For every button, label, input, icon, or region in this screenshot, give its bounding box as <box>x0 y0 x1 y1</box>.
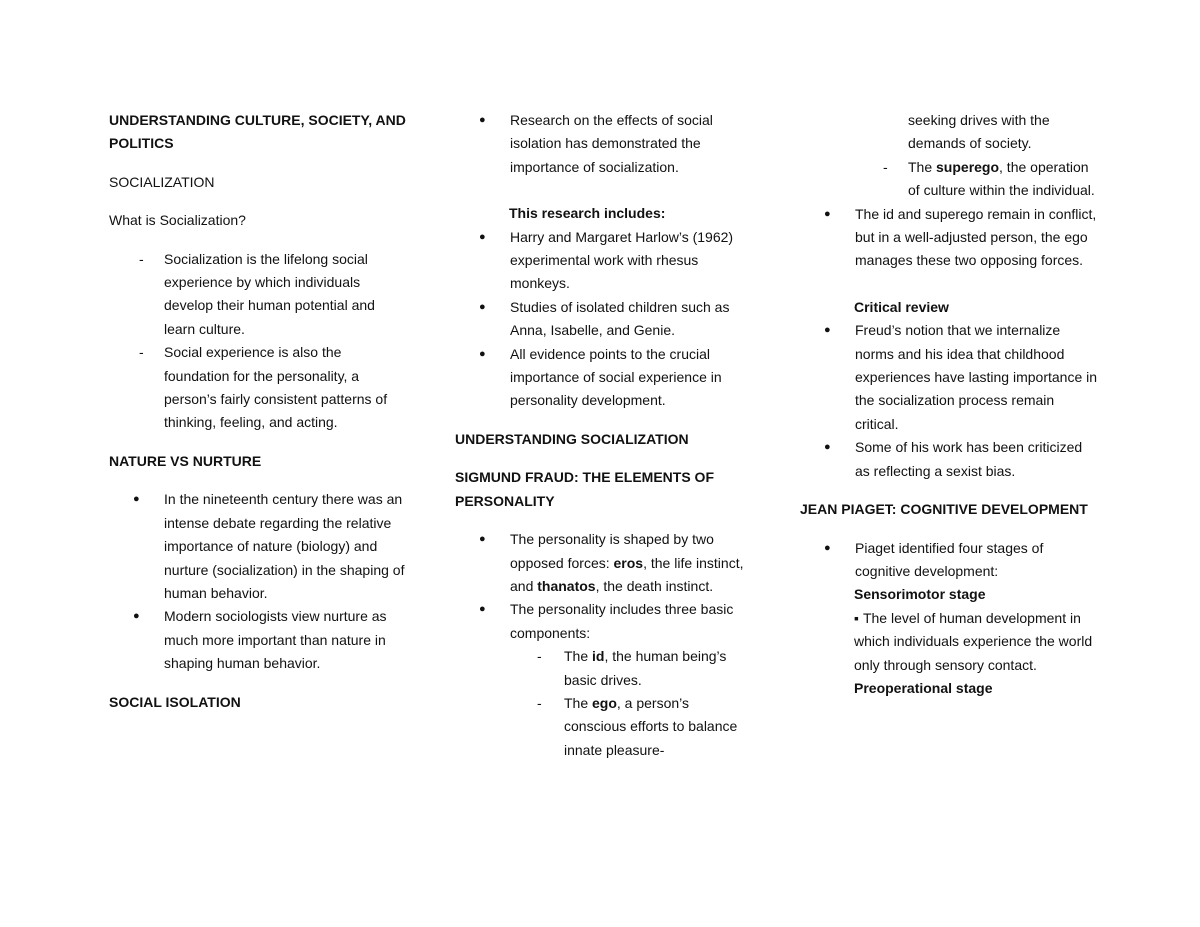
list-item: ● In the nineteenth century there was an intense debate regarding the relative importance of nature (biology) and nurture (socialization) in the shaping of human behavior. <box>109 488 409 605</box>
piaget-list <box>800 537 1100 584</box>
nature-nurture-heading: NATURE VS NURTURE <box>109 452 262 469</box>
list-item: ● Piaget identified four stages of cognitive development: <box>800 537 1100 584</box>
list-item: ● All evidence points to the crucial importance of social experience in personality development. <box>455 343 755 413</box>
isolation-list <box>455 109 755 179</box>
superego-list <box>853 156 1100 203</box>
list-item: ● The id and superego remain in conflict, but in a well-adjusted person, the ego manages these two opposing forces. <box>800 203 1100 273</box>
list-item: ● Some of his work has been criticized as reflecting a sexist bias. <box>800 436 1100 483</box>
socialization-list <box>109 248 409 435</box>
nature-nurture-list <box>109 488 409 675</box>
column-1 <box>109 109 409 714</box>
list-item: - The superego, the operation of culture within the individual. <box>853 156 1100 203</box>
conflict-list <box>800 203 1100 273</box>
column-3 <box>800 109 1100 700</box>
list-item: - Social experience is also the foundation for the personality, a person’s fairly consistent patterns of thinking, feeling, and acting. <box>109 341 409 435</box>
critical-review-list <box>800 319 1100 483</box>
ego-continued-text: seeking drives with the demands of society. <box>908 112 1050 152</box>
research-list <box>455 226 755 413</box>
research-heading: This research includes: <box>509 205 666 222</box>
sensorimotor-heading: Sensorimotor stage <box>854 586 986 603</box>
social-isolation-heading: SOCIAL ISOLATION <box>109 693 241 710</box>
list-item: ● Harry and Margaret Harlow’s (1962) experimental work with rhesus monkeys. <box>455 226 755 296</box>
list-item: ● Studies of isolated children such as Anna, Isabelle, and Genie. <box>455 296 755 343</box>
list-item: - Socialization is the lifelong social experience by which individuals develop their human potential and learn culture. <box>109 248 409 342</box>
document-title: UNDERSTANDING CULTURE, SOCIETY, AND POLITICS <box>109 112 406 152</box>
list-item: ● The personality is shaped by two opposed forces: eros, the life instinct, and thanatos, the death instinct. <box>455 528 755 598</box>
sensorimotor-text: ▪ The level of human development in which individuals experience the world only through sensory contact. <box>800 607 1100 677</box>
list-item: - The id, the human being’s basic drives. <box>455 645 755 692</box>
list-item: ● Modern sociologists view nurture as much more important than nature in shaping human behavior. <box>109 605 409 675</box>
list-item: ● The personality includes three basic components: <box>455 598 755 645</box>
preoperational-heading: Preoperational stage <box>854 679 993 696</box>
list-item: - The ego, a person’s conscious efforts to balance innate pleasure- <box>455 692 755 762</box>
freud-heading: SIGMUND FRAUD: THE ELEMENTS OF PERSONALITY <box>455 469 714 509</box>
critical-review-heading: Critical review <box>854 298 949 315</box>
understanding-socialization-heading: UNDERSTANDING SOCIALIZATION <box>455 430 689 447</box>
components-list <box>455 645 755 762</box>
personality-list <box>455 528 755 645</box>
column-2 <box>455 109 755 762</box>
socialization-question: What is Socialization? <box>109 212 246 229</box>
list-item: ● Freud’s notion that we internalize norms and his idea that childhood experiences have lasting importance in the socialization process remain critical. <box>800 319 1100 436</box>
list-item: ● Research on the effects of social isolation has demonstrated the importance of socialization. <box>455 109 755 179</box>
piaget-heading: JEAN PIAGET: COGNITIVE DEVELOPMENT <box>800 501 1088 518</box>
socialization-heading: SOCIALIZATION <box>109 173 215 190</box>
